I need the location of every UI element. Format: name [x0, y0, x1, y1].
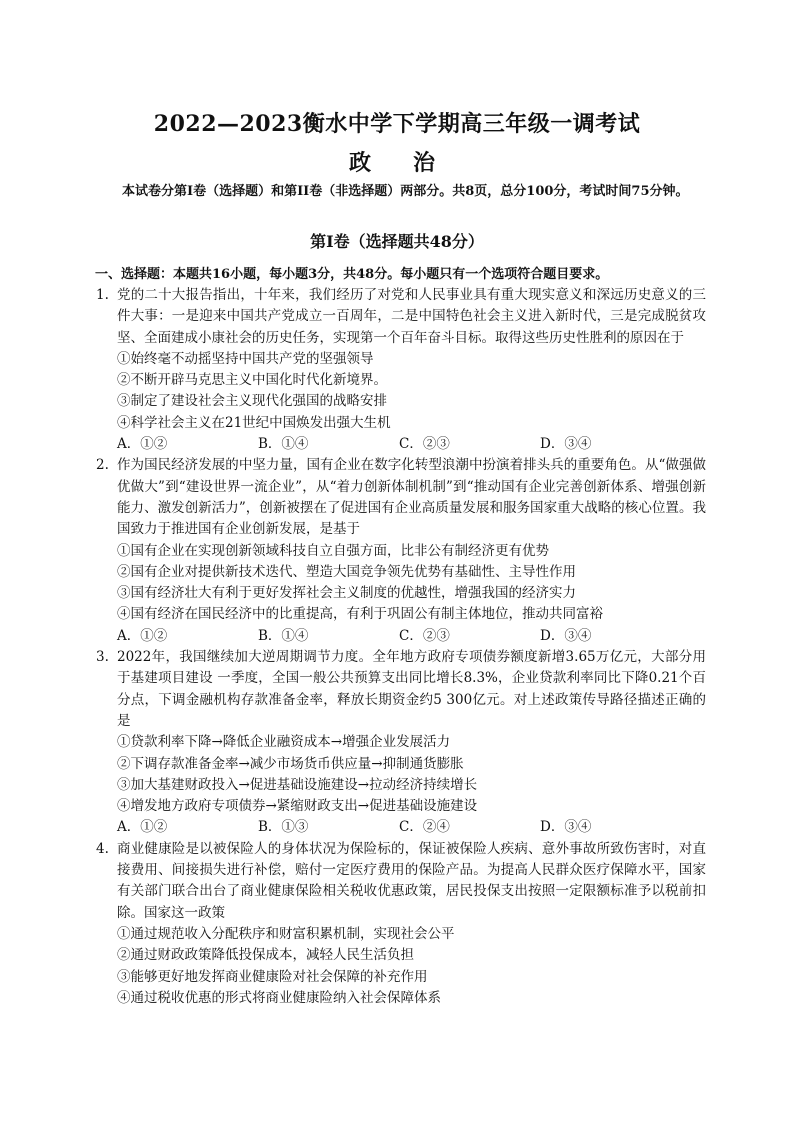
question-stem [96, 455, 706, 540]
choice-c: C．②③ [399, 627, 450, 644]
exam-instructions: 本试卷分第I卷（选择题）和第II卷（非选择题）两部分。共8页，总分100分，考试时间75分钟。 [122, 184, 689, 199]
choice-d: D．③④ [540, 627, 592, 644]
question-1 [96, 285, 706, 455]
statement-option: ④增发地方政府专项债券→紧缩财政支出→促进基础设施建设 [117, 798, 478, 815]
exam-title: 2022—2023衡水中学下学期高三年级一调考试 [153, 111, 641, 137]
question-4 [96, 839, 706, 1009]
statement-option: ④通过税收优惠的形式将商业健康险纳入社会保障体系 [117, 989, 441, 1006]
choice-d: D．③④ [540, 436, 592, 453]
question-2 [96, 455, 706, 647]
question-text: 2022年，我国继续加大逆周期调节力度。全年地方政府专项债券额度新增3.65万亿元，大部分用于基建项目建设 一季度，全国一般公共预算支出同比增长8.3%，企业贷款利率同比下降0.21个百分点，下调金融机构存款准备金率，释放长期资金约5 300亿元。对上述政策传导路径描述正确的是 [117, 649, 706, 729]
question-stem [96, 839, 706, 924]
choice-b: B．①③ [258, 819, 309, 836]
question-text: 作为国民经济发展的中坚力量，国有企业在数字化转型浪潮中扮演着排头兵的重要角色。从“做强做优做大”到“建设世界一流企业”，从“着力创新体制机制”到“推动国有企业完善创新体系、增强创新能力、激发创新活力”，创新被摆在了促进国有企业高质量发展和服务国家重大战略的核心位置。我国致力于推进国有企业创新发展，是基于 [117, 457, 706, 538]
question-number: 2. [96, 457, 109, 474]
answer-choices [96, 817, 706, 838]
choice-a: A．①② [117, 627, 168, 644]
statement-option: ③能够更好地发挥商业健康险对社会保障的补充作用 [117, 968, 428, 985]
answer-choices [96, 626, 706, 647]
statement-option: ③加大基建财政投入→促进基础设施建设→拉动经济持续增长 [117, 776, 478, 793]
question-number: 4. [96, 840, 109, 857]
question-list [96, 285, 706, 1009]
question-stem [96, 647, 706, 732]
section-title: 第I卷（选择题共48分） [310, 232, 484, 251]
statement-option: ④科学社会主义在21世纪中国焕发出强大生机 [117, 414, 391, 431]
choice-a: A．①② [117, 436, 168, 453]
question-number: 1. [96, 287, 109, 303]
statement-option: ①始终毫不动摇坚持中国共产党的坚强领导 [117, 350, 374, 367]
choice-b: B．①④ [258, 627, 309, 644]
statement-option: ②不断开辟马克思主义中国化时代化新境界。 [117, 372, 387, 389]
statement-option: ①通过规范收入分配秩序和财富积累机制，实现社会公平 [117, 925, 455, 942]
choice-d: D．③④ [540, 819, 592, 836]
choice-b: B．①④ [258, 436, 309, 453]
question-text: 党的二十大报告指出，十年来，我们经历了对党和人民事业具有重大现实意义和深远历史意义的三件大事：一是迎来中国共产党成立一百周年，二是中国特色社会主义进入新时代，三是完成脱贫攻坚、全面建成小康社会的历史任务，实现第一个百年奋斗目标。取得这些历史性胜利的原因在于 [117, 287, 706, 346]
statement-option: ③国有经济壮大有利于更好发挥社会主义制度的优越性，增强我国的经济实力 [117, 585, 576, 602]
choice-c: C．②④ [399, 819, 450, 836]
subject-title: 政 治 [348, 150, 445, 176]
answer-choices [96, 434, 706, 455]
question-stem [96, 285, 706, 349]
statement-option: ②下调存款准备金率→减少市场货币供应量→抑制通货膨胀 [117, 755, 464, 772]
statement-option: ④国有经济在国民经济中的比重提高，有利于巩固公有制主体地位，推动共同富裕 [117, 606, 603, 623]
statement-option: ①国有企业在实现创新领域科技自立自强方面，比非公有制经济更有优势 [117, 542, 549, 559]
part-one-heading: 一、选择题：本题共16小题，每小题3分，共48分。每小题只有一个选项符合题目要求。 [95, 267, 609, 282]
question-text: 商业健康险是以被保险人的身体状况为保险标的，保证被保险人疾病、意外事故所致伤害时，对直接费用、间接损失进行补偿，赔付一定医疗费用的保险产品。为提高人民群众医疗保障水平，国家有关部门联合出台了商业健康保险相关税收优惠政策，居民投保支出按照一定限额标准予以税前扣除。国家这一政策 [117, 840, 706, 921]
statement-option: ①贷款利率下降→降低企业融资成本→增强企业发展活力 [117, 734, 451, 751]
statement-option: ②国有企业对提供新技术迭代、塑造大国竞争领先优势有基础性、主导性作用 [117, 563, 576, 580]
choice-c: C．②③ [399, 436, 450, 453]
statement-option: ③制定了建设社会主义现代化强国的战略安排 [117, 393, 387, 410]
statement-option: ②通过财政政策降低投保成本，减轻人民生活负担 [117, 947, 414, 964]
question-number: 3. [96, 649, 109, 666]
question-3 [96, 647, 706, 839]
choice-a: A．①② [117, 819, 168, 836]
